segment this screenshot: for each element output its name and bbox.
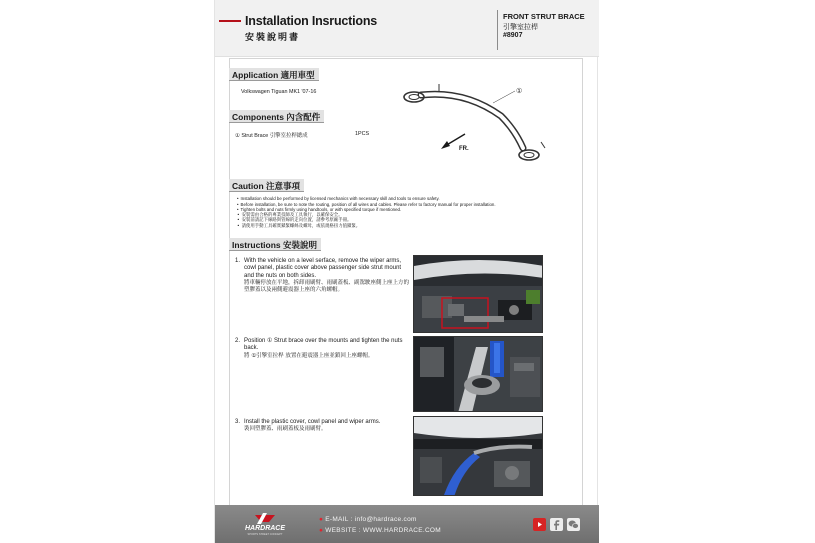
caution-item: • Before installation, be sure to note the routing, position of all wires and cables. Please refer to factory manual for proper installation. — [237, 202, 537, 208]
facebook-icon[interactable] — [550, 518, 563, 531]
step-text: With the vehicle on a level serface, remove the wiper arms, cowl panel, plastic cover above passenger side strut mount and the nuts on both sides. — [244, 258, 402, 279]
wechat-icon[interactable] — [567, 518, 580, 531]
caution-item: • Installation should be performed by licensed mechanics with necessary skill and tools to ensure safety. — [237, 196, 537, 202]
caution-item: • Tighten bolts and nuts firmly using handtools, or with specified torque if mentioned. — [237, 207, 537, 213]
caution-list — [237, 196, 537, 230]
doc-title: Installation Insructions — [245, 14, 378, 28]
component-item: ① Strut Brace 引擎室拉桿總成 — [235, 133, 308, 139]
step-3-photo — [413, 416, 543, 496]
website-line: ● WEBSITE : WWW.HARDRACE.COM — [319, 527, 442, 534]
logo-wordmark: HARDRACE — [244, 525, 286, 532]
instructions-heading: Instructions 安裝說明 — [229, 238, 321, 251]
product-name-cn: 引擎室拉桿 — [503, 23, 538, 31]
doc-title-cn: 安裝說明書 — [245, 33, 301, 43]
email-text[interactable]: E-MAIL : info@hardrace.com — [325, 516, 417, 523]
step-number: 2. — [235, 338, 241, 344]
caution-item: • 安裝需由合格的專業技師及工具執行，以確保安全。 — [237, 213, 537, 219]
instruction-sheet — [214, 0, 598, 543]
header-divider — [497, 10, 498, 50]
step-text: Position ① Strut brace over the mounts and tighten the nuts back. — [244, 338, 403, 352]
application-heading: Application 適用車型 — [229, 68, 319, 81]
vehicle-text: Volkswagen Tiguan MK1 '07-16 — [241, 89, 317, 95]
step-text-cn: 裝回塑膠蓋、雨刷蓋板及雨刷臂。 — [244, 426, 327, 433]
accent-tick — [219, 20, 241, 22]
product-name: FRONT STRUT BRACE — [503, 12, 585, 21]
strut-brace-diagram — [395, 78, 565, 176]
component-qty: 1PCS — [355, 131, 370, 137]
instruction-step-1 — [235, 258, 410, 294]
direction-label: FR. — [459, 146, 469, 152]
hardrace-logo — [233, 512, 297, 536]
caution-heading: Caution 注意事項 — [229, 179, 304, 192]
step-text-cn: 將 ①引擎室拉桿 放置在避震器上座並鎖回上座螺帽。 — [244, 352, 374, 359]
step-2-photo — [413, 336, 543, 412]
step-1-photo — [413, 255, 543, 333]
footer — [215, 505, 599, 543]
youtube-icon[interactable] — [533, 518, 546, 531]
product-code: #8907 — [503, 32, 523, 39]
caution-item: • 安裝前請記下線路與管線的走向位置，請參考原廠手冊。 — [237, 218, 537, 224]
instruction-step-3 — [235, 419, 410, 433]
website-link[interactable]: WEBSITE : WWW.HARDRACE.COM — [325, 527, 442, 534]
step-text: Install the plastic cover, cowl panel and wiper arms. — [244, 419, 381, 425]
step-text-cn: 將車輛停放在平地，拆卸雨刷臂、雨刷蓋板、副駕駛座側上座上方的塑膠蓋以及兩側避震器上座的六角螺帽。 — [244, 280, 410, 294]
caution-item: • 請使用手動工具確實鎖緊螺絲及螺母，或依規格扭力值鎖緊。 — [237, 224, 537, 230]
step-number: 3. — [235, 419, 241, 425]
email-line: ● E-MAIL : info@hardrace.com — [319, 516, 417, 523]
header-band — [215, 0, 599, 57]
step-number: 1. — [235, 258, 241, 264]
diagram-callout: ① — [516, 88, 523, 95]
logo-tagline: SPORTS STREET CONCEPT — [247, 533, 283, 536]
instruction-step-2 — [235, 338, 410, 360]
components-heading: Components 內含配件 — [229, 110, 324, 123]
